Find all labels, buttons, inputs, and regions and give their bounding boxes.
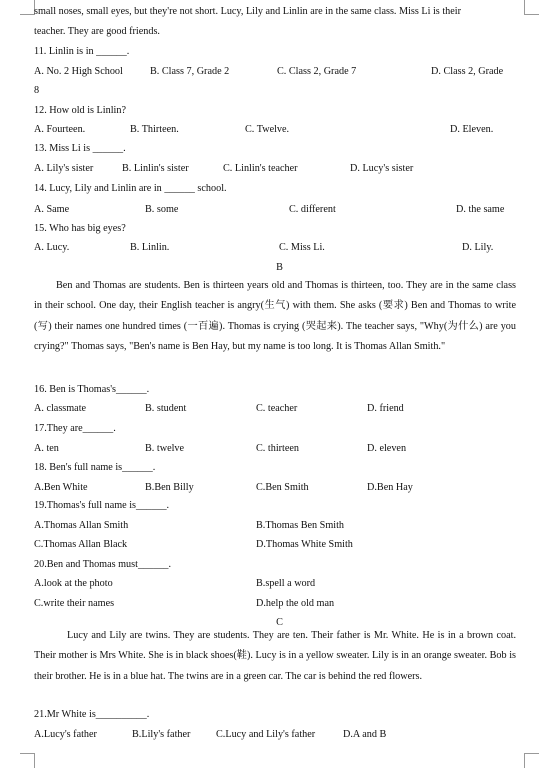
question-21-option-d: D.A and B xyxy=(343,729,387,740)
question-12-stem: 12. How old is Linlin? xyxy=(34,105,126,116)
question-18-option-c: C.Ben Smith xyxy=(256,482,309,493)
question-13-option-d: D. Lucy's sister xyxy=(350,163,414,174)
question-21-option-a: A.Lucy's father xyxy=(34,729,97,740)
question-12-option-b: B. Thirteen. xyxy=(130,124,179,135)
question-20-stem: 20.Ben and Thomas must______. xyxy=(34,559,172,570)
crop-mark-top-left xyxy=(20,0,35,15)
question-15-option-c: C. Miss Li. xyxy=(279,242,325,253)
question-19-option-b: B.Thomas Ben Smith xyxy=(256,520,345,531)
question-17-option-a: A. ten xyxy=(34,443,59,454)
question-18-option-a: A.Ben White xyxy=(34,482,88,493)
question-17-option-d: D. eleven xyxy=(367,443,407,454)
question-15-option-d: D. Lily. xyxy=(462,242,494,253)
question-20-option-a: A.look at the photo xyxy=(34,578,113,589)
question-14-option-a: A. Same xyxy=(34,204,70,215)
intro-line-2: teacher. They are good friends. xyxy=(34,26,160,37)
question-15-option-a: A. Lucy. xyxy=(34,242,70,253)
question-16-option-a: A. classmate xyxy=(34,403,87,414)
question-21-stem: 21.Mr White is__________. xyxy=(34,709,150,720)
question-20-option-b: B.spell a word xyxy=(256,578,316,589)
question-18-option-d: D.Ben Hay xyxy=(367,482,413,493)
section-c-heading: C xyxy=(276,617,283,628)
section-b-passage xyxy=(34,276,516,357)
question-18-stem: 18. Ben's full name is______. xyxy=(34,462,156,473)
question-11-option-c: C. Class 2, Grade 7 xyxy=(277,66,357,77)
question-17-option-b: B. twelve xyxy=(145,443,185,454)
question-14-option-c: C. different xyxy=(289,204,336,215)
question-13-option-c: C. Linlin's teacher xyxy=(223,163,298,174)
question-16-option-b: B. student xyxy=(145,403,187,414)
question-13-option-a: A. Lily's sister xyxy=(34,163,94,174)
question-12-option-c: C. Twelve. xyxy=(245,124,290,135)
question-15-stem: 15. Who has big eyes? xyxy=(34,223,126,234)
question-19-option-a: A.Thomas Allan Smith xyxy=(34,520,129,531)
question-11-option-d-continued: 8 xyxy=(34,85,40,96)
question-17-option-c: C. thirteen xyxy=(256,443,300,454)
question-20-option-d: D.help the old man xyxy=(256,598,335,609)
question-19-option-c: C.Thomas Allan Black xyxy=(34,539,128,550)
question-14-stem: 14. Lucy, Lily and Linlin are in ______ school. xyxy=(34,183,227,194)
section-c-passage-text: Lucy and Lily are twins. They are students. They are ten. Their father is Mr. White. He is in a brown coat. Their mother is Mrs White. She is in black shoes(鞋). Lucy is in a yellow sweater. Lily is in an orange sweater. Bob is their brother. He is in a blue hat. The twins are in a green car. The car is behind the red flowers. xyxy=(34,630,516,682)
question-11-option-d: D. Class 2, Grade xyxy=(431,66,504,77)
question-13-option-b: B. Linlin's sister xyxy=(122,163,189,174)
question-19-option-d: D.Thomas White Smith xyxy=(256,539,353,550)
question-11-option-b: B. Class 7, Grade 2 xyxy=(150,66,230,77)
question-16-option-c: C. teacher xyxy=(256,403,298,414)
question-14-option-b: B. some xyxy=(145,204,179,215)
question-11-stem: 11. Linlin is in ______. xyxy=(34,46,130,57)
section-b-passage-text: Ben and Thomas are students. Ben is thirteen years old and Thomas is thirteen, too. They are in the same class in their school. One day, their English teacher is angry(生气) with them. She asks (要求) Ben and Thomas to write (写) their names one hundred times (一百遍). Thomas is crying (哭起来). The teacher says, "Why(为什么) are you crying?" Thomas says, "Ben's name is Ben Hay, but my name is too long. It is Thomas Allan Smith." xyxy=(34,280,516,352)
question-11-option-a: A. No. 2 High School xyxy=(34,66,123,77)
question-12-option-a: A. Fourteen. xyxy=(34,124,86,135)
question-21-option-c: C.Lucy and Lily's father xyxy=(216,729,316,740)
question-16-option-d: D. friend xyxy=(367,403,404,414)
question-19-stem: 19.Thomas's full name is______. xyxy=(34,500,170,511)
section-c-passage xyxy=(34,626,516,687)
question-13-stem: 13. Miss Li is ______. xyxy=(34,143,126,154)
question-16-stem: 16. Ben is Thomas's______. xyxy=(34,384,150,395)
section-b-heading: B xyxy=(276,262,283,273)
crop-mark-bottom-left xyxy=(20,753,35,768)
question-18-option-b: B.Ben Billy xyxy=(145,482,194,493)
question-12-option-d: D. Eleven. xyxy=(450,124,494,135)
question-20-option-c: C.write their names xyxy=(34,598,115,609)
crop-mark-bottom-right xyxy=(524,753,539,768)
crop-mark-top-right xyxy=(524,0,539,15)
question-15-option-b: B. Linlin. xyxy=(130,242,170,253)
intro-line-1: small noses, small eyes, but they're not short. Lucy, Lily and Linlin are in the same class. Miss Li is their xyxy=(34,6,461,17)
question-17-stem: 17.They are______. xyxy=(34,423,116,434)
question-14-option-d: D. the same xyxy=(456,204,505,215)
question-21-option-b: B.Lily's father xyxy=(132,729,191,740)
